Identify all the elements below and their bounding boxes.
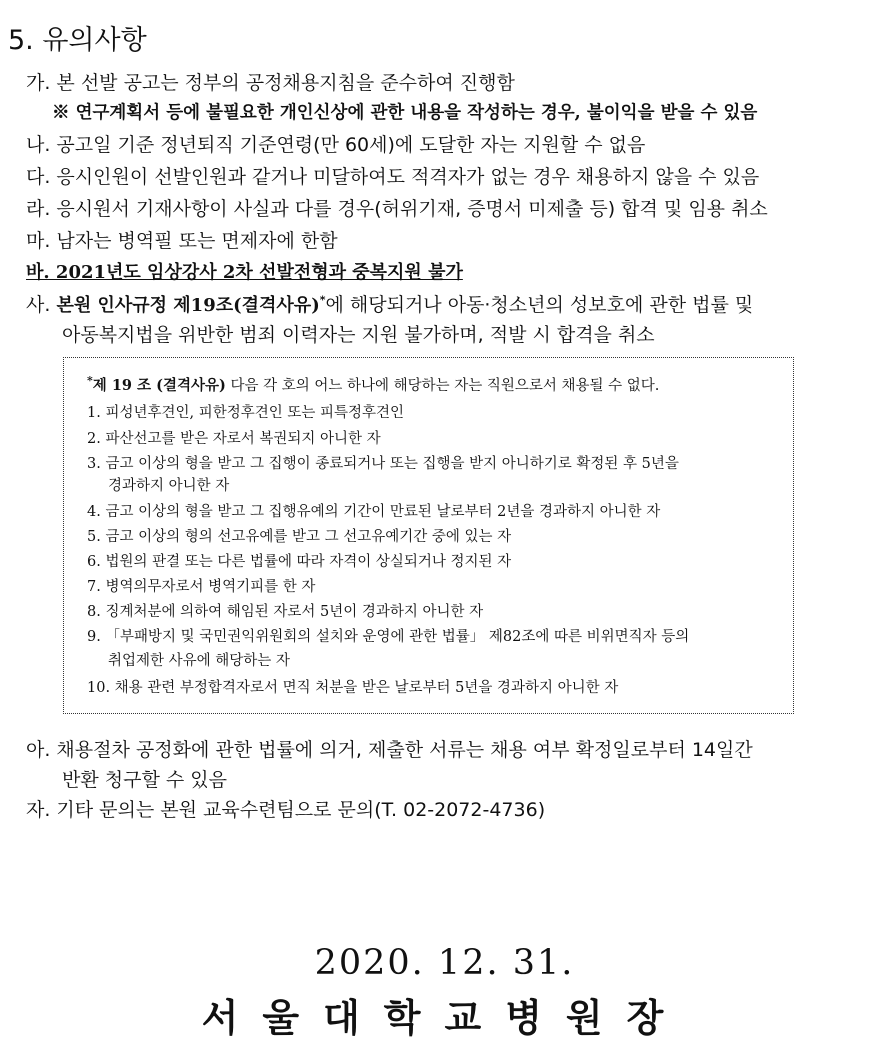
item-ga: 가. 본 선발 공고는 정부의 공정채용지침을 준수하여 진행함 (26, 72, 515, 94)
item-ba: 바. 2021년도 임상강사 2차 선발전형과 중복지원 불가 (26, 262, 463, 283)
item-ja: 자. 기타 문의는 본원 교육수련팀으로 문의(T. 02-2072-4736) (26, 799, 546, 821)
box-line: 5. 금고 이상의 형의 선고유예를 받고 그 선고유예기간 중에 있는 자 (87, 529, 512, 545)
box-line: 8. 징계처분에 의하여 해임된 자로서 5년이 경과하지 아니한 자 (87, 604, 484, 620)
box-line: 취업제한 사유에 해당하는 자 (108, 653, 290, 669)
issue-date: 2020. 12. 31. (314, 943, 575, 983)
box-line: 경과하지 아니한 자 (108, 478, 230, 494)
item-ma: 마. 남자는 병역필 또는 면제자에 한함 (26, 230, 338, 252)
box-line: 6. 법원의 판결 또는 다른 법률에 따라 자격이 상실되거나 정지된 자 (87, 554, 512, 570)
box-line: 2. 파산선고를 받은 자로서 복권되지 아니한 자 (87, 431, 381, 447)
section-heading: 5. 유의사항 (8, 25, 147, 56)
box-title-bold: 제 19 조 (결격사유) (92, 377, 226, 394)
item-da: 다. 응시인원이 선발인원과 같거나 미달하여도 적격자가 없는 경우 채용하지 않을 수 있음 (26, 166, 760, 188)
box-title-rest: 다음 각 호의 어느 하나에 해당하는 자는 직원으로서 채용될 수 없다. (225, 378, 660, 394)
box-line: 4. 금고 이상의 형을 받고 그 집행유예의 기간이 만료된 날로부터 2년을 경과하지 아니한 자 (87, 504, 661, 520)
item-sa-sup: * (319, 293, 326, 307)
box-line: 1. 피성년후견인, 피한정후견인 또는 피특정후견인 (87, 405, 405, 421)
item-aa-line2: 반환 청구할 수 있음 (62, 769, 227, 791)
item-sa-line1 (26, 290, 753, 317)
item-sa-line2: 아동복지법을 위반한 범죄 이력자는 지원 불가하며, 적발 시 합격을 취소 (62, 324, 655, 346)
box-title (87, 374, 659, 395)
item-na: 나. 공고일 기준 정년퇴직 기준연령(만 60세)에 도달한 자는 지원할 수 없음 (26, 134, 646, 156)
box-line: 3. 금고 이상의 형을 받고 그 집행이 종료되거나 또는 집행을 받지 아니하기로 확정된 후 5년을 (87, 456, 679, 472)
item-sa-prefix: 사. (26, 294, 57, 316)
box-line: 7. 병역의무자로서 병역기피를 한 자 (87, 579, 316, 595)
box-line: 10. 채용 관련 부정합격자로서 면직 처분을 받은 날로부터 5년을 경과하지 아니한 자 (87, 680, 619, 696)
item-ga-note: ※ 연구계획서 등에 불필요한 개인신상에 관한 내용을 작성하는 경우, 불이익을 받을 수 있음 (52, 103, 758, 123)
issuer-name: 서울대학교병원장 (201, 995, 688, 1040)
item-aa-line1: 아. 채용절차 공정화에 관한 법률에 의거, 제출한 서류는 채용 여부 확정일로부터 14일간 (26, 739, 753, 761)
item-sa-rest: 에 해당되거나 아동·청소년의 성보호에 관한 법률 및 (325, 294, 754, 316)
item-sa-bold: 본원 인사규정 제19조(결격사유) (56, 295, 320, 316)
item-ra: 라. 응시원서 기재사항이 사실과 다를 경우(허위기재, 증명서 미제출 등) 합격 및 임용 취소 (26, 198, 768, 220)
box-line: 9. 「부패방지 및 국민권익위원회의 설치와 운영에 관한 법률」 제82조에 따른 비위면직자 등의 (87, 629, 690, 645)
box-title-sup: * (87, 374, 93, 388)
